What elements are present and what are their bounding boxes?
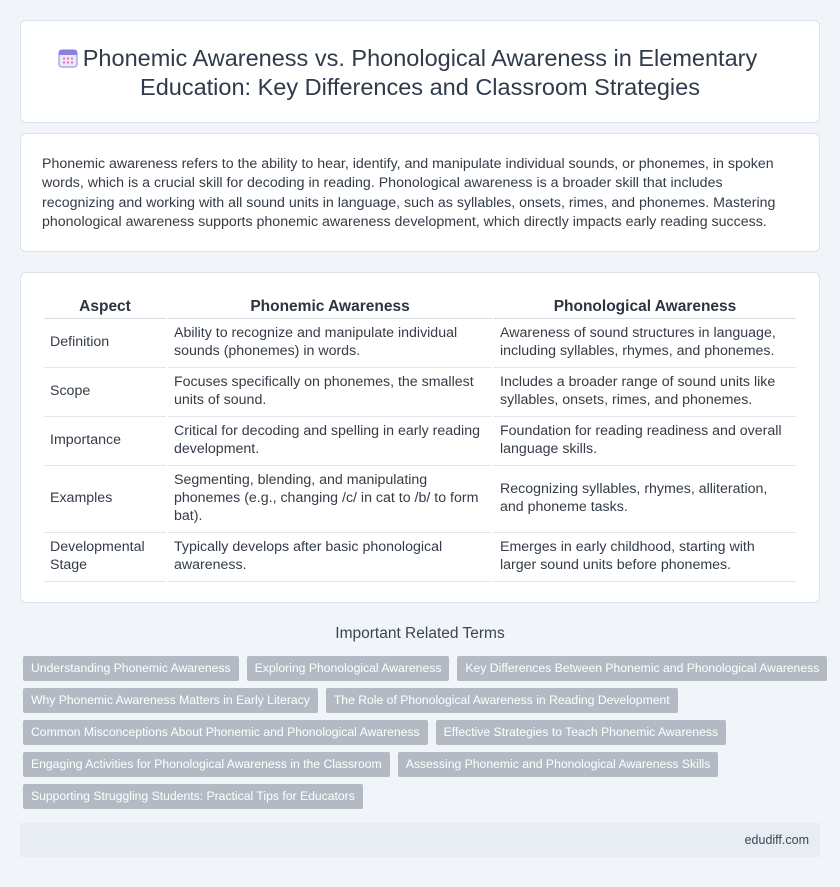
- cell-aspect: Developmental Stage: [44, 533, 166, 582]
- footer: [20, 823, 820, 857]
- cell-phonological: Foundation for reading readiness and overall language skills.: [494, 417, 796, 466]
- cell-phonemic: Typically develops after basic phonological awareness.: [168, 533, 492, 582]
- related-term-link[interactable]: Supporting Struggling Students: Practical Tips for Educators: [23, 784, 363, 809]
- page-title-line-1: Phonemic Awareness vs. Phonological Awareness in Elementary: [82, 45, 758, 71]
- cell-phonological: Awareness of sound structures in language, including syllables, rhymes, and phonemes.: [494, 319, 796, 368]
- related-term-link[interactable]: Key Differences Between Phonemic and Phonological Awareness: [457, 656, 827, 681]
- cell-phonemic: Critical for decoding and spelling in early reading development.: [168, 417, 492, 466]
- footer-site-link[interactable]: edudiff.com: [744, 833, 809, 847]
- cell-aspect: Scope: [44, 368, 166, 417]
- cell-phonological: Recognizing syllables, rhymes, alliteration, and phoneme tasks.: [494, 466, 796, 533]
- header-phonological: Phonological Awareness: [494, 297, 796, 319]
- related-terms-list: [23, 656, 823, 816]
- comparison-table: [42, 297, 798, 582]
- related-terms-heading: Important Related Terms: [335, 625, 505, 642]
- related-term-link[interactable]: Understanding Phonemic Awareness: [23, 656, 239, 681]
- related-term-link[interactable]: Assessing Phonemic and Phonological Awareness Skills: [398, 752, 719, 777]
- related-term-link[interactable]: The Role of Phonological Awareness in Reading Development: [326, 688, 678, 713]
- related-term-link[interactable]: Why Phonemic Awareness Matters in Early Literacy: [23, 688, 318, 713]
- table-row: [44, 319, 796, 368]
- header-phonemic: Phonemic Awareness: [168, 297, 492, 319]
- table-row: [44, 417, 796, 466]
- page-title-line-2: Education: Key Differences and Classroom Strategies: [140, 74, 700, 100]
- table-row: [44, 533, 796, 582]
- intro-paragraph: Phonemic awareness refers to the ability to hear, identify, and manipulate individual sounds, or phonemes, in spoken words, which is a crucial skill for decoding in reading. Phonological awareness is a broader skill that includes recognizing and working with all sound units in language, such as syllables, onsets, rimes, and phonemes. Mastering phonological awareness supports phonemic awareness development, which directly impacts early reading success.: [42, 156, 776, 231]
- tag-row: [23, 688, 823, 713]
- page-title: [21, 44, 819, 102]
- intro-card: [20, 133, 820, 252]
- tag-row: [23, 720, 823, 745]
- header-aspect: Aspect: [44, 297, 166, 319]
- cell-phonological: Includes a broader range of sound units like syllables, onsets, rimes, and phonemes.: [494, 368, 796, 417]
- comparison-card: [20, 272, 820, 603]
- related-term-link[interactable]: Exploring Phonological Awareness: [247, 656, 450, 681]
- related-term-link[interactable]: Common Misconceptions About Phonemic and Phonological Awareness: [23, 720, 428, 745]
- related-term-link[interactable]: Effective Strategies to Teach Phonemic Awareness: [436, 720, 726, 745]
- cell-phonemic: Focuses specifically on phonemes, the smallest units of sound.: [168, 368, 492, 417]
- cell-aspect: Importance: [44, 417, 166, 466]
- table-row: [44, 368, 796, 417]
- cell-aspect: Definition: [44, 319, 166, 368]
- cell-phonemic: Segmenting, blending, and manipulating phonemes (e.g., changing /c/ in cat to /b/ to form bat).: [168, 466, 492, 533]
- tag-row: [23, 752, 823, 777]
- tag-row: [23, 656, 823, 681]
- cell-aspect: Examples: [44, 466, 166, 533]
- table-header-row: [44, 297, 796, 319]
- related-term-link[interactable]: Engaging Activities for Phonological Awareness in the Classroom: [23, 752, 390, 777]
- table-row: [44, 466, 796, 533]
- title-card: [20, 20, 820, 123]
- cell-phonological: Emerges in early childhood, starting with larger sound units before phonemes.: [494, 533, 796, 582]
- tag-row: [23, 784, 823, 809]
- cell-phonemic: Ability to recognize and manipulate individual sounds (phonemes) in words.: [168, 319, 492, 368]
